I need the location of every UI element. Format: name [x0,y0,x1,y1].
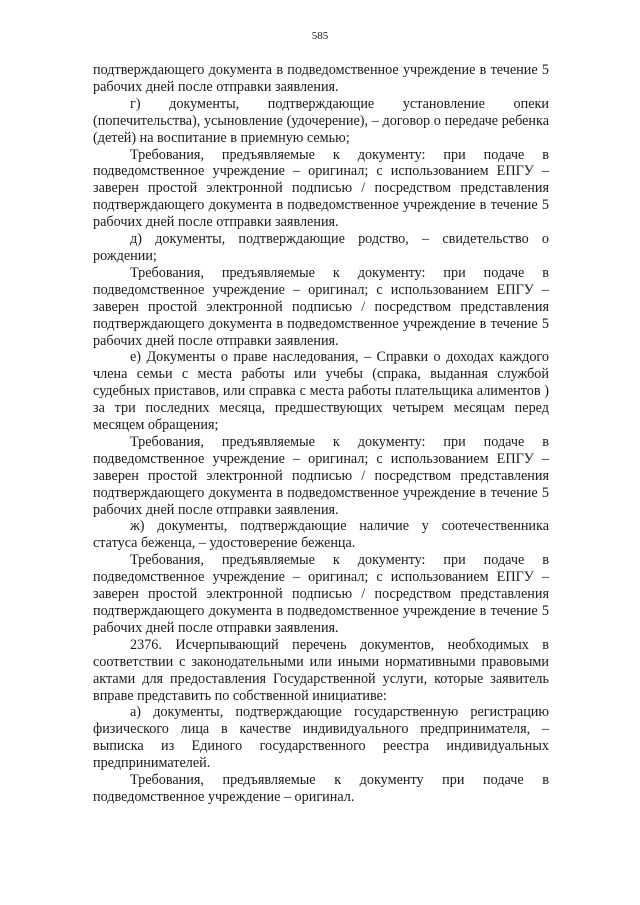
paragraph-item-zh: ж) документы, подтверждающие наличие у соотечественника статуса беженца, – удостоверение беженца. [93,518,549,552]
paragraph-continuation: подтверждающего документа в подведомственное учреждение в течение 5 рабочих дней после отправки заявления. [93,62,549,95]
paragraph-requirements: Требования, предъявляемые к документу: при подаче в подведомственное учреждение – оригинал; с использованием ЕПГУ – заверен простой электронной подписью / посредством представления подтверждающего документа в подведомственное учреждение в течение 5 рабочих дней после отправки заявления. [93,552,549,636]
paragraph-requirements: Требования, предъявляемые к документу: при подаче в подведомственное учреждение – оригинал; с использованием ЕПГУ – заверен простой электронной подписью / посредством представления подтверждающего документа в подведомственное учреждение в течение 5 рабочих дней после отправки заявления. [93,146,549,231]
paragraph-requirements: Требования, предъявляемые к документу: при подаче в подведомственное учреждение – оригинал; с использованием ЕПГУ – заверен простой электронной подписью / посредством представления подтверждающего документа в подведомственное учреждение в течение 5 рабочих дней после отправки заявления. [93,433,549,518]
paragraph-requirements: Требования, предъявляемые к документу: при подаче в подведомственное учреждение – оригинал; с использованием ЕПГУ – заверен простой электронной подписью / посредством представления подтверждающего документа в подведомственное учреждение в течение 5 рабочих дней после отправки заявления. [93,264,549,349]
paragraph-item-g: г) документы, подтверждающие установление опеки (попечительства), усыновление (удочерение), – договор о передаче ребенка (детей) на воспитание в приемную семью; [93,95,549,146]
page-number: 585 [311,30,329,42]
document-body [93,62,549,806]
paragraph-section-2376: 2376. Исчерпывающий перечень документов, необходимых в соответствии с законодательными или иными нормативными правовыми актами для предоставления Государственной услуги, которые заявитель вправе представить по собственной инициативе: [93,636,549,704]
paragraph-item-d: д) документы, подтверждающие родство, – свидетельство о рождении; [93,231,549,264]
paragraph-item-a: а) документы, подтверждающие государственную регистрацию физического лица в качестве индивидуального предпринимателя, – выписка из Единого государственного реестра индивидуальных предпринимателей. [93,704,549,772]
paragraph-item-e: е) Документы о праве наследования, – Справки о доходах каждого члена семьи с места работы или учебы (спрака, выданная службой судебных приставов, или справка с места работы плательщика алиментов ) за три последних месяца, предшествующих четырем месяцам перед месяцем обращения; [93,349,549,434]
paragraph-requirements: Требования, предъявляемые к документу при подаче в подведомственное учреждение – оригинал. [93,772,549,805]
